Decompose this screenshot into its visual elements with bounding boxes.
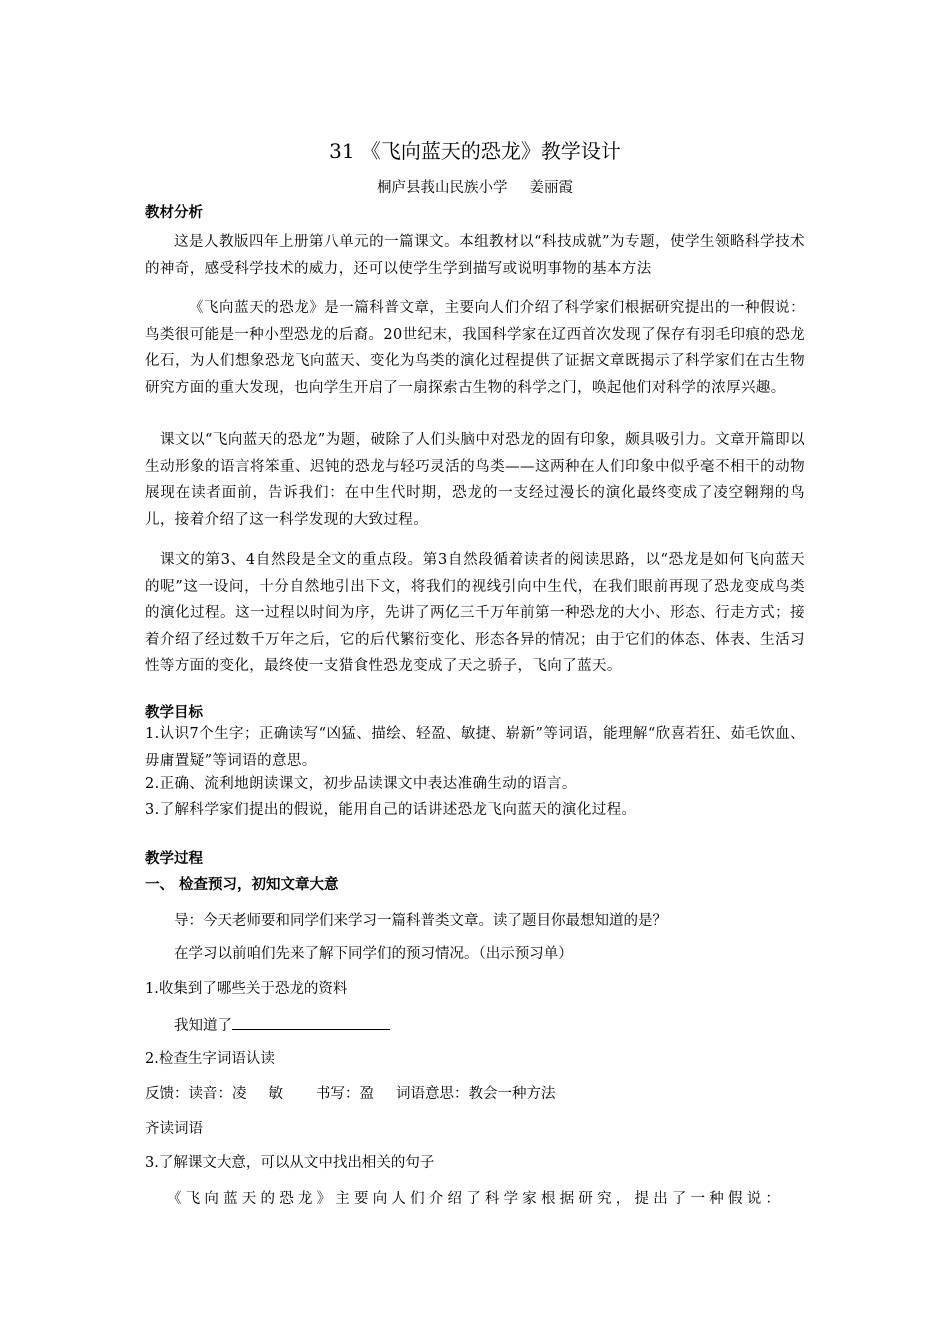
goal-item-2: 2.正确、流利地朗读课文，初步品读课文中表达准确生动的语言。 <box>145 776 577 792</box>
analysis-paragraph-3: 课文以“飞向蓝天的恐龙”为题，破除了人们头脑中对恐龙的固有印象，颇具吸引力。文章开篇即以生动形象的语言将笨重、迟钝的恐龙与轻巧灵活的鸟类——这两种在人们印象中似乎毫不相干的动物展现在读者面前，告诉我们：在中生代时期，恐龙的一支经过漫长的演化最终变成了凌空翱翔的鸟儿，接着介绍了这一科学发现的大致过程。 <box>145 432 805 528</box>
feedback-label: 反馈：读音： <box>145 1086 232 1102</box>
feedback-meaning: 词语意思：教会一种方法 <box>396 1086 556 1102</box>
process-step-1: 一、 检查预习，初知文章大意 <box>145 877 339 893</box>
goal-item-1: 1.认识7个生字；正确读写“凶猛、描绘、轻盈、敏捷、崭新”等词语，能理解“欣喜若狂、茹毛饮血、毋庸置疑”等词语的意思。 <box>145 726 805 769</box>
process-item-3: 3.了解课文大意，可以从文中找出相关的句子 <box>145 1155 435 1171</box>
feedback-line <box>145 1084 556 1104</box>
author-school: 桐庐县莪山民族小学 <box>377 180 508 196</box>
process-item-1: 1.收集到了哪些关于恐龙的资料 <box>145 981 348 997</box>
feedback-reading-2: 敏 <box>268 1086 283 1102</box>
know-line <box>174 1013 390 1036</box>
read-aloud-line: 齐读词语 <box>145 1121 203 1137</box>
goals-heading: 教学目标 <box>145 705 203 721</box>
feedback-write-1: 盈 <box>359 1086 374 1102</box>
summary-line: 《飞向蓝天的恐龙》主要向人们介绍了科学家根据研究，提出了一种假说： <box>167 1191 785 1207</box>
analysis-heading: 教材分析 <box>145 205 203 221</box>
know-label: 我知道了 <box>174 1018 232 1034</box>
feedback-reading-1: 凌 <box>232 1086 247 1102</box>
analysis-paragraph-4: 课文的第3、4自然段是全文的重点段。第3自然段循着读者的阅读思路，以“恐龙是如何飞向蓝天的呢”这一设问，十分自然地引出下文，将我们的视线引向中生代，在我们眼前再现了恐龙变成鸟类的演化过程。这一过程以时间为序，先讲了两亿三千万年前第一种恐龙的大小、形态、行走方式；接着介绍了经过数千万年之后，它的后代繁衍变化、形态各异的情况；由于它们的体态、体表、生活习性等方面的变化，最终使一支猎食性恐龙变成了天之骄子，飞向了蓝天。 <box>145 552 805 674</box>
process-heading: 教学过程 <box>145 851 203 867</box>
analysis-paragraph-2: 《飞向蓝天的恐龙》是一篇科普文章，主要向人们介绍了科学家们根据研究提出的一种假说：鸟类很可能是一种小型恐龙的后裔。20世纪末，我国科学家在辽西首次发现了保存有羽毛印痕的恐龙化石，为人们想象恐龙飞向蓝天、变化为鸟类的演化过程提供了证据文章既揭示了科学家们在古生物研究方面的重大发现，也向学生开启了一扇探索古生物的科学之门，唤起他们对科学的浓厚兴趣。 <box>145 300 805 396</box>
process-intro-1: 导：今天老师要和同学们来学习一篇科普类文章。读了题目你最想知道的是？ <box>174 913 667 929</box>
process-item-2: 2.检查生字词语认读 <box>145 1051 275 1067</box>
process-intro-2: 在学习以前咱们先来了解下同学们的预习情况。（出示预习单） <box>174 946 573 962</box>
analysis-paragraph-1: 这是人教版四年上册第八单元的一篇课文。本组教材以“科技成就”为专题，使学生领略科学技术的神奇，感受科学技术的威力，还可以使学生学到描写或说明事物的基本方法 <box>145 234 805 277</box>
fill-in-blank <box>232 1013 390 1030</box>
goal-item-3: 3.了解科学家们提出的假说，能用自己的话讲述恐龙飞向蓝天的演化过程。 <box>145 802 637 818</box>
author-name: 姜丽霞 <box>529 180 573 196</box>
feedback-write-label: 书写： <box>316 1086 360 1102</box>
author-line <box>145 178 805 198</box>
document-title: 31 《飞向蓝天的恐龙》教学设计 <box>329 139 621 163</box>
